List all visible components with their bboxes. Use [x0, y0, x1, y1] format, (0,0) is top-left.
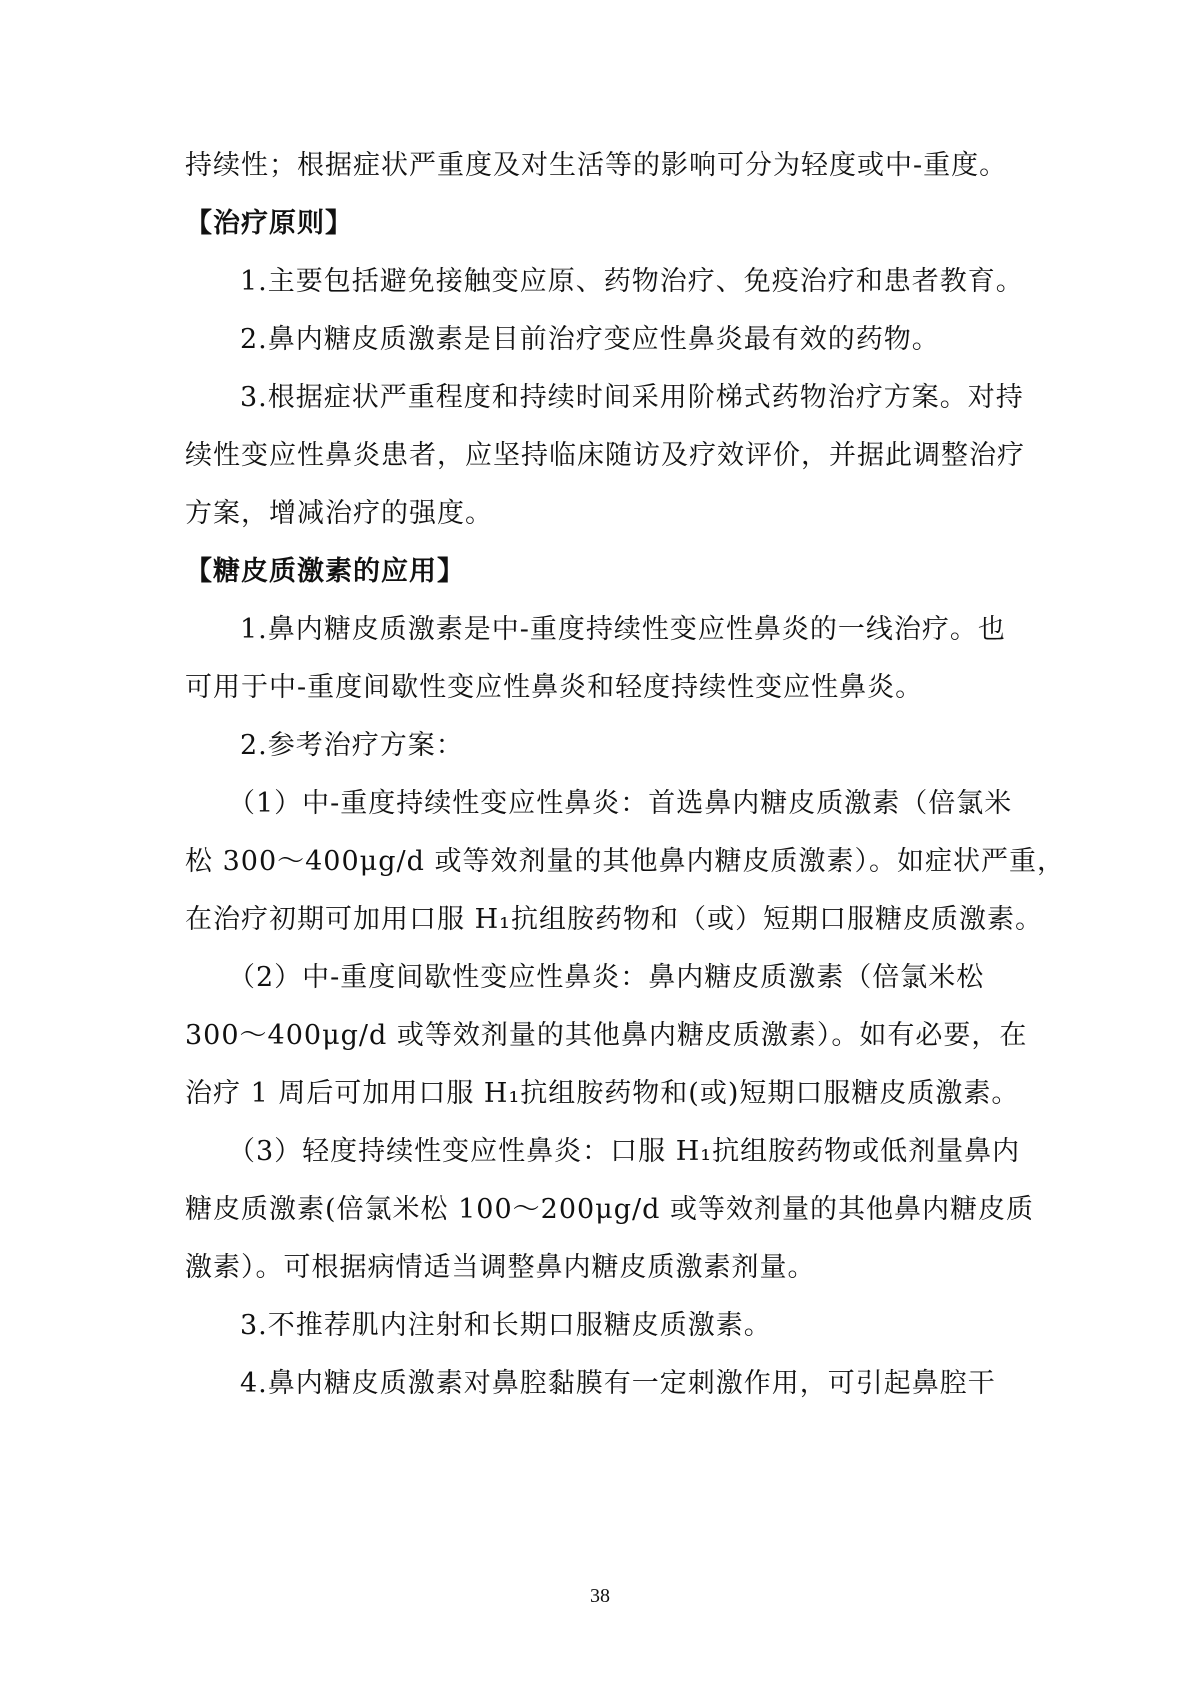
text-line: 1.鼻内糖皮质激素是中-重度持续性变应性鼻炎的一线治疗。也 [240, 614, 1006, 645]
text-line: 2.参考治疗方案： [240, 730, 464, 761]
text-line: 松 300～400μg/d 或等效剂量的其他鼻内糖皮质激素）。如症状严重， [185, 846, 1065, 877]
text-line: 在治疗初期可加用口服 H₁抗组胺药物和（或）短期口服糖皮质激素。 [185, 904, 1043, 935]
text-line: 方案，增减治疗的强度。 [185, 498, 493, 529]
text-line: 糖皮质激素(倍氯米松 100～200μg/d 或等效剂量的其他鼻内糖皮质 [185, 1194, 1034, 1225]
text-line: 治疗 1 周后可加用口服 H₁抗组胺药物和(或)短期口服糖皮质激素。 [185, 1078, 1020, 1109]
text-line: 3.不推荐肌内注射和长期口服糖皮质激素。 [240, 1310, 772, 1341]
text-line: 激素）。可根据病情适当调整鼻内糖皮质激素剂量。 [185, 1252, 816, 1283]
text-line: （1）中-重度持续性变应性鼻炎：首选鼻内糖皮质激素（倍氯米 [228, 788, 1013, 819]
text-line: 3.根据症状严重程度和持续时间采用阶梯式药物治疗方案。对持 [240, 382, 1024, 413]
text-line: 300～400μg/d 或等效剂量的其他鼻内糖皮质激素）。如有必要，在 [185, 1020, 1028, 1051]
section-heading-treatment-principles: 【治疗原则】 [185, 208, 353, 239]
page-number: 38 [590, 1585, 610, 1607]
text-line: 持续性；根据症状严重度及对生活等的影响可分为轻度或中-重度。 [185, 150, 1008, 181]
section-heading-corticosteroid-use: 【糖皮质激素的应用】 [185, 556, 465, 587]
text-line: （2）中-重度间歇性变应性鼻炎：鼻内糖皮质激素（倍氯米松 [228, 962, 985, 993]
text-line: 续性变应性鼻炎患者，应坚持临床随访及疗效评价，并据此调整治疗 [185, 440, 1025, 471]
text-line: 2.鼻内糖皮质激素是目前治疗变应性鼻炎最有效的药物。 [240, 324, 940, 355]
text-line: 可用于中-重度间歇性变应性鼻炎和轻度持续性变应性鼻炎。 [185, 672, 924, 703]
text-line: （3）轻度持续性变应性鼻炎：口服 H₁抗组胺药物或低剂量鼻内 [228, 1136, 1021, 1167]
text-line: 1.主要包括避免接触变应原、药物治疗、免疫治疗和患者教育。 [240, 266, 1024, 297]
text-line: 4.鼻内糖皮质激素对鼻腔黏膜有一定刺激作用，可引起鼻腔干 [240, 1368, 996, 1399]
